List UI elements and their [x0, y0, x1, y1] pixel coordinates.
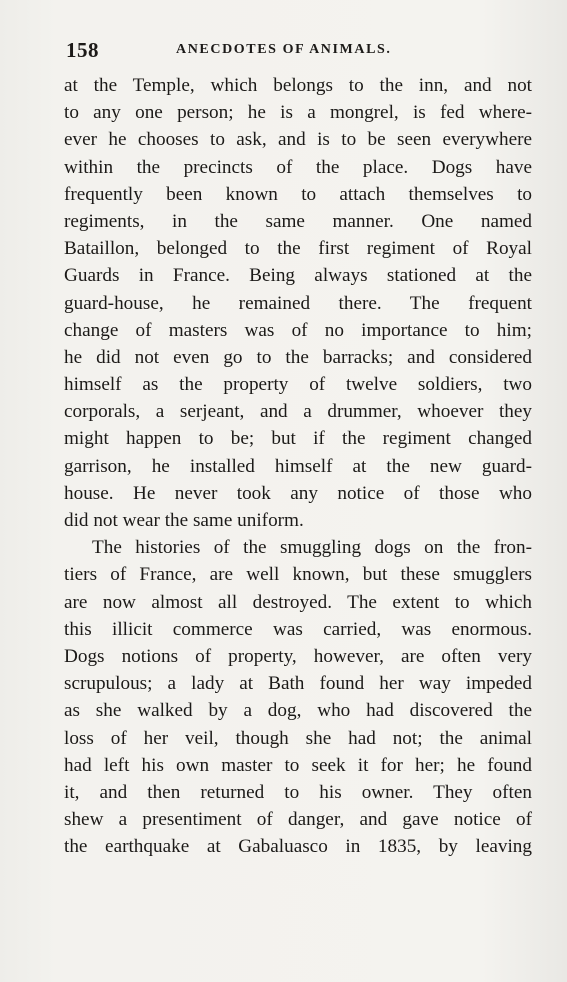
text-line: might happen to be; but if the regiment changed: [64, 428, 532, 450]
text-line: it, and then returned to his owner. They often: [64, 781, 532, 803]
running-title: ANECDOTES OF ANIMALS.: [176, 42, 392, 57]
text-line: scrupulous; a lady at Bath found her way impeded: [64, 673, 532, 695]
text-line: at the Temple, which belongs to the inn, and not: [64, 75, 532, 96]
text-line: frequently been known to attach themselves to: [64, 183, 532, 205]
text-line: change of masters was of no importance to him;: [64, 319, 532, 341]
text-line: he did not even go to the barracks; and considered: [64, 346, 532, 368]
text-line: ever he chooses to ask, and is to be seen everywhere: [64, 129, 532, 151]
text-line: himself as the property of twelve soldiers, two: [64, 374, 532, 396]
text-line: within the precincts of the place. Dogs have: [64, 156, 532, 178]
text-line: shew a presentiment of danger, and gave notice of: [64, 809, 532, 831]
text-line: are now almost all destroyed. The extent to which: [64, 591, 532, 613]
text-line: Guards in France. Being always stationed at the: [64, 265, 532, 287]
text-line: the earthquake at Gabaluasco in 1835, by leaving: [64, 836, 532, 858]
text-line: had left his own master to seek it for her; he found: [64, 754, 532, 776]
paragraph-1: [64, 72, 532, 534]
text-line: Bataillon, belonged to the first regiment of Royal: [64, 238, 532, 260]
text-line: regiments, in the same manner. One named: [64, 210, 532, 232]
page-number: 158: [66, 38, 99, 62]
text-line: this illicit commerce was carried, was enormous.: [64, 618, 532, 640]
text-line: Dogs notions of property, however, are often very: [64, 645, 532, 667]
text-line: loss of her veil, though she had not; the animal: [64, 727, 532, 749]
text-line: as she walked by a dog, who had discovered the: [64, 700, 532, 722]
text-line: The histories of the smuggling dogs on the fron-: [92, 537, 532, 559]
paragraph-2: [64, 534, 532, 860]
running-head: [66, 38, 532, 62]
text-line: tiers of France, are well known, but these smugglers: [64, 564, 532, 586]
text-line: garrison, he installed himself at the new guard-: [64, 455, 532, 477]
body-text: [64, 72, 532, 860]
text-line: did not wear the same uniform.: [64, 510, 304, 531]
text-line: to any one person; he is a mongrel, is fed where-: [64, 102, 532, 124]
text-line: corporals, a serjeant, and a drummer, whoever they: [64, 401, 532, 423]
text-line: guard-house, he remained there. The frequent: [64, 292, 532, 314]
text-line: house. He never took any notice of those who: [64, 482, 532, 504]
